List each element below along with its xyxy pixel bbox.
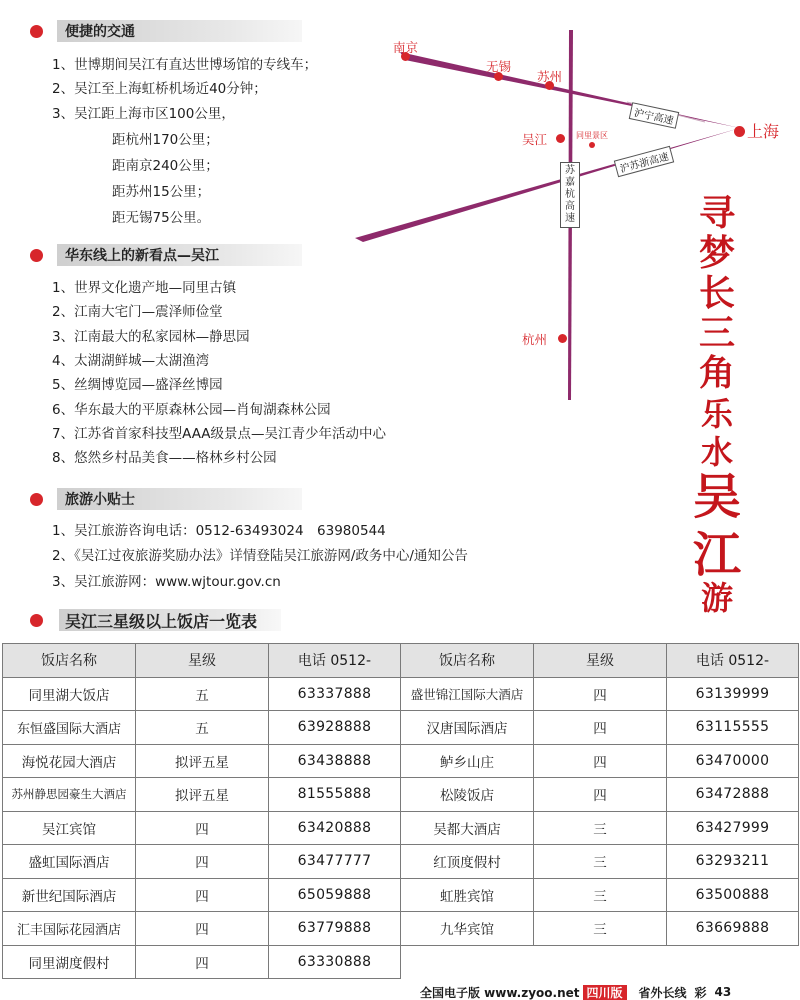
column-header: 饭店名称 <box>401 644 534 678</box>
slogan-char: 寻 <box>698 192 735 234</box>
table-row <box>3 878 799 912</box>
color-label: 彩 <box>694 985 707 1000</box>
transport-item: 距无锡75公里。 <box>112 210 211 226</box>
hotel-star: 三 <box>534 912 667 946</box>
table-row <box>3 677 799 711</box>
hotel-phone: 63472888 <box>667 778 799 812</box>
tongli-label: 同里景区 <box>576 131 608 140</box>
bullet-dot-icon <box>30 493 43 506</box>
hotel-star: 四 <box>534 778 667 812</box>
transport-heading: 便捷的交通 <box>57 20 302 42</box>
slogan-line-3 <box>684 468 750 584</box>
hotel-name: 盛虹国际酒店 <box>3 845 136 879</box>
hotel-star: 五 <box>136 711 269 745</box>
hotel-table-header <box>30 609 281 631</box>
hotel-table <box>2 643 799 979</box>
tip-item: 1、吴江旅游咨询电话：0512-63493024 63980544 <box>52 523 386 539</box>
attraction-item: 1、世界文化遗产地—同里古镇 <box>52 280 237 296</box>
hotel-star: 四 <box>136 945 269 979</box>
transport-item: 距南京240公里； <box>112 158 219 174</box>
hotel-star: 拟评五星 <box>136 778 269 812</box>
table-row <box>3 744 799 778</box>
magazine-section: 省外长线 <box>638 985 687 1000</box>
slogan-char: 水 <box>700 433 733 471</box>
column-header: 星级 <box>136 644 269 678</box>
hotel-name: 东恒盛国际大酒店 <box>3 711 136 745</box>
husuzhe-road-label: 沪苏浙高速 <box>614 146 674 177</box>
attraction-item: 4、太湖湖鲜城—太湖渔湾 <box>52 353 210 369</box>
slogan-char: 长 <box>698 272 735 314</box>
hotel-phone: 63438888 <box>269 744 401 778</box>
attractions-heading: 华东线上的新看点—吴江 <box>57 244 302 266</box>
hotel-star: 五 <box>136 677 269 711</box>
hotel-star: 三 <box>534 878 667 912</box>
shanghai-dot-icon <box>734 126 745 137</box>
column-header: 星级 <box>534 644 667 678</box>
hotel-name: 红顶度假村 <box>401 845 534 879</box>
bullet-dot-icon <box>30 249 43 262</box>
sujiahang-road-label: 苏嘉杭高速 <box>560 162 580 228</box>
slogan-char: 游 <box>700 579 733 617</box>
hotel-name: 吴江宾馆 <box>3 811 136 845</box>
hotel-phone: 63330888 <box>269 945 401 979</box>
hotel-phone: 63477777 <box>269 845 401 879</box>
hotel-star: 四 <box>136 878 269 912</box>
hotel-phone: 63928888 <box>269 711 401 745</box>
hangzhou-dot-icon <box>558 334 567 343</box>
slogan-char: 吴 <box>692 469 741 525</box>
transport-item: 1、世博期间吴江有直达世博场馆的专线车； <box>52 57 318 73</box>
hotel-name: 汉唐国际酒店 <box>401 711 534 745</box>
hotel-name: 吴都大酒店 <box>401 811 534 845</box>
hotel-phone: 63669888 <box>667 912 799 946</box>
edition-badge: 四川版 <box>583 985 627 1000</box>
hotel-star: 四 <box>534 711 667 745</box>
table-row <box>3 845 799 879</box>
attraction-item: 3、江南最大的私家园林—静思园 <box>52 329 250 345</box>
tongli-dot-icon <box>589 142 595 148</box>
hotel-phone: 63337888 <box>269 677 401 711</box>
hotel-phone: 63115555 <box>667 711 799 745</box>
table-row <box>3 778 799 812</box>
hotel-name: 同里湖度假村 <box>3 945 136 979</box>
hotel-star: 三 <box>534 845 667 879</box>
wuxi-label: 无锡 <box>486 59 512 74</box>
wujiang-dot-icon <box>556 134 565 143</box>
slogan-char: 梦 <box>698 232 735 274</box>
hotel-star: 四 <box>136 845 269 879</box>
hotel-name: 汇丰国际花园酒店 <box>3 912 136 946</box>
hotel-star: 四 <box>534 744 667 778</box>
transport-item: 2、吴江至上海虹桥机场近40分钟； <box>52 81 267 97</box>
transport-item: 距苏州15公里； <box>112 184 211 200</box>
nanjing-label: 南京 <box>393 40 419 55</box>
slogan-char: 乐 <box>700 395 733 433</box>
suzhou-label: 苏州 <box>537 69 563 84</box>
hotel-phone: 63420888 <box>269 811 401 845</box>
hangzhou-label: 杭州 <box>522 332 548 347</box>
husuzhe-expressway-road <box>355 128 740 242</box>
slogan-line-4 <box>690 580 744 616</box>
hotel-phone: 63779888 <box>269 912 401 946</box>
hotel-star: 四 <box>136 811 269 845</box>
hotel-phone: 81555888 <box>269 778 401 812</box>
hotel-phone: 63470000 <box>667 744 799 778</box>
hotel-table-header-row <box>3 644 799 678</box>
empty-cell <box>401 945 799 979</box>
transport-section-header <box>30 20 302 42</box>
hotel-phone: 63500888 <box>667 878 799 912</box>
tip-item: 3、吴江旅游网：www.wjtour.gov.cn <box>52 574 281 590</box>
huning-road-label: 沪宁高速 <box>629 102 679 129</box>
slogan-char: 三 <box>698 312 735 354</box>
column-header: 电话 0512- <box>667 644 799 678</box>
page-number: 43 <box>714 985 732 999</box>
table-row <box>3 912 799 946</box>
hotel-star: 四 <box>534 677 667 711</box>
slogan-line-2 <box>690 395 744 471</box>
hotel-phone: 63293211 <box>667 845 799 879</box>
table-row <box>3 945 799 979</box>
attraction-item: 6、华东最大的平原森林公园—肖甸湖森林公园 <box>52 402 331 418</box>
attraction-item: 5、丝绸博览园—盛泽丝博园 <box>52 377 223 393</box>
hotel-name: 同里湖大饭店 <box>3 677 136 711</box>
attractions-section-header <box>30 244 302 266</box>
hotel-phone: 63427999 <box>667 811 799 845</box>
edition-text: 全国电子版 www.zyoo.net <box>420 985 580 1000</box>
hotel-name: 盛世锦江国际大酒店 <box>401 677 534 711</box>
hotel-name: 九华宾馆 <box>401 912 534 946</box>
hotel-name: 新世纪国际酒店 <box>3 878 136 912</box>
hotel-phone: 65059888 <box>269 878 401 912</box>
transport-item: 3、吴江距上海市区100公里， <box>52 106 235 122</box>
column-header: 电话 0512- <box>269 644 401 678</box>
tips-section-header <box>30 488 302 510</box>
transport-item: 距杭州170公里； <box>112 132 219 148</box>
slogan-line-1 <box>688 193 746 393</box>
bullet-dot-icon <box>30 614 43 627</box>
hotel-phone: 63139999 <box>667 677 799 711</box>
tips-heading: 旅游小贴士 <box>57 488 302 510</box>
table-row <box>3 711 799 745</box>
hotel-name: 松陵饭店 <box>401 778 534 812</box>
wujiang-label: 吴江 <box>522 132 548 147</box>
hotel-name: 鲈乡山庄 <box>401 744 534 778</box>
shanghai-label: 上海 <box>747 122 780 141</box>
hotel-table-title: 吴江三星级以上饭店一览表 <box>59 609 281 631</box>
tip-item: 2、《吴江过夜旅游奖励办法》详情登陆吴江旅游网/政务中心/通知公告 <box>52 548 468 564</box>
attraction-item: 7、江苏省首家科技型AAA级景点—吴江青少年活动中心 <box>52 426 387 442</box>
hotel-star: 三 <box>534 811 667 845</box>
page-footer <box>420 984 731 1000</box>
bullet-dot-icon <box>30 25 43 38</box>
table-row <box>3 811 799 845</box>
slogan-char: 江 <box>692 527 741 583</box>
column-header: 饭店名称 <box>3 644 136 678</box>
attraction-item: 8、悠然乡村品美食——格林乡村公园 <box>52 450 277 466</box>
attraction-item: 2、江南大宅门—震泽师俭堂 <box>52 304 223 320</box>
hotel-name: 虹胜宾馆 <box>401 878 534 912</box>
hotel-star: 四 <box>136 912 269 946</box>
slogan-char: 角 <box>698 352 735 394</box>
hotel-star: 拟评五星 <box>136 744 269 778</box>
hotel-name: 苏州静思园豪生大酒店 <box>3 778 136 812</box>
hotel-name: 海悦花园大酒店 <box>3 744 136 778</box>
